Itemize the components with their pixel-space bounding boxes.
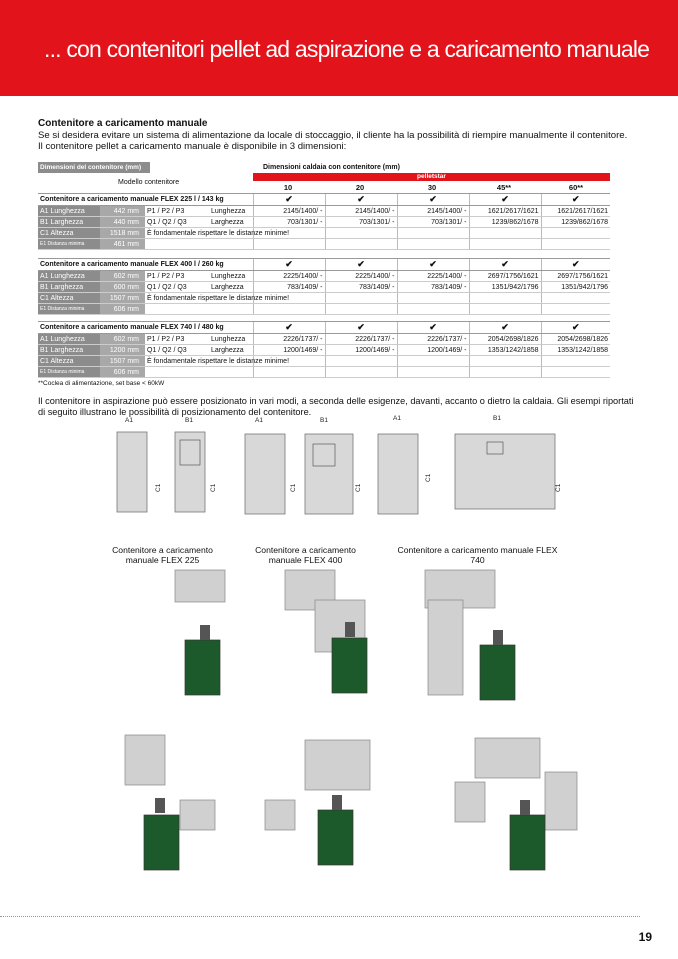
boiler-dim-cell xyxy=(397,228,469,239)
boiler-dims-label: Dimensioni caldaia con contenitore (mm) xyxy=(263,164,400,171)
divider xyxy=(0,916,640,917)
direction-label: Larghezza xyxy=(209,282,253,293)
dim-c1: C1 xyxy=(555,483,562,492)
boiler-dim-cell xyxy=(541,239,610,250)
boiler-dim-cell xyxy=(469,304,541,315)
dim-label: A1 Lunghezza xyxy=(38,334,100,345)
dim-value: 442 mm xyxy=(100,206,145,217)
dim-value: 440 mm xyxy=(100,217,145,228)
positioning-paragraph: Il contenitore in aspirazione può essere posizionato in vari modi, a seconda delle esigenze, davanti, accanto o dietro la caldaia. Gli esempi riportati di seguito illustrano le possibilità di posizionamento del contenitore. xyxy=(38,396,634,417)
dim-label: E1 Distanza minima xyxy=(38,304,100,315)
boiler-dim-cell: 1621/2617/1621 xyxy=(541,206,610,217)
boiler-dim-cell: 1200/1469/ - xyxy=(397,345,469,356)
boiler-dim-cell xyxy=(541,228,610,239)
boiler-dim-cell xyxy=(253,239,325,250)
dim-value: 602 mm xyxy=(100,271,145,282)
boiler-dim-cell: 783/1409/ - xyxy=(325,282,397,293)
dim-c1: C1 xyxy=(210,483,217,492)
boiler-dim-cell: 2145/1400/ - xyxy=(253,206,325,217)
boiler-dim-cell xyxy=(397,239,469,250)
page-number: 19 xyxy=(638,930,652,944)
boiler-dim-cell: 1621/2617/1621 xyxy=(469,206,541,217)
boiler-dim-cell: 703/1301/ - xyxy=(325,217,397,228)
boiler-dim-cell xyxy=(325,239,397,250)
boiler-dim-cell xyxy=(253,304,325,315)
dim-value: 461 mm xyxy=(100,239,145,250)
boiler-dim-cell: 2697/1756/1621 xyxy=(469,271,541,282)
direction-label: Larghezza xyxy=(209,345,253,356)
dim-c1: C1 xyxy=(425,473,432,482)
check-icon: ✔ xyxy=(541,194,610,206)
table-row xyxy=(38,356,610,367)
boiler-dim-cell: 1239/862/1678 xyxy=(541,217,610,228)
page-title: ... con contenitori pellet ad aspirazione e a caricamento manuale xyxy=(44,36,650,62)
caption-flex225: Contenitore a caricamento manuale FLEX 225 xyxy=(112,545,213,565)
boiler-dim-cell: 1239/862/1678 xyxy=(469,217,541,228)
dim-value: 600 mm xyxy=(100,282,145,293)
note: È fondamentale rispettare le distanze minime! xyxy=(147,229,290,237)
boiler-dim-cell: 783/1409/ - xyxy=(253,282,325,293)
check-icon: ✔ xyxy=(397,194,469,206)
table-row xyxy=(38,271,610,282)
boiler-dim-cell: 2225/1400/ - xyxy=(397,271,469,282)
intro-title: Contenitore a caricamento manuale xyxy=(38,118,208,129)
position-codes: Q1 / Q2 / Q3 xyxy=(145,282,209,293)
section-title: Contenitore a caricamento manuale FLEX 740 l / 480 kg xyxy=(38,322,253,334)
check-icon: ✔ xyxy=(253,259,325,271)
table-row xyxy=(38,293,610,304)
section-title: Contenitore a caricamento manuale FLEX 400 l / 260 kg xyxy=(38,259,253,271)
flex740-front-shape xyxy=(378,434,418,514)
container-drawings xyxy=(95,412,585,532)
dim-label: A1 Lunghezza xyxy=(38,271,100,282)
check-icon: ✔ xyxy=(325,259,397,271)
table-row xyxy=(38,282,610,293)
boiler-dim-cell: 2225/1400/ - xyxy=(253,271,325,282)
check-icon: ✔ xyxy=(541,322,610,334)
boiler-dim-cell: 1351/942/1796 xyxy=(469,282,541,293)
direction-label: Lunghezza xyxy=(209,334,253,345)
dim-label: A1 Lunghezza xyxy=(38,206,100,217)
dim-label: B1 Larghezza xyxy=(38,217,100,228)
section-title: Contenitore a caricamento manuale FLEX 225 l / 143 kg xyxy=(38,194,253,206)
size-label: 10 xyxy=(283,183,293,192)
direction-label: Larghezza xyxy=(209,217,253,228)
note: È fondamentale rispettare le distanze minime! xyxy=(147,357,290,365)
boiler-dim-cell xyxy=(325,293,397,304)
check-icon: ✔ xyxy=(253,194,325,206)
dim-a1: A1 xyxy=(393,415,401,422)
flex400-side-shape xyxy=(305,434,353,514)
placement-diagrams xyxy=(110,560,590,910)
dim-label: C1 Altezza xyxy=(38,293,100,304)
boiler-dim-cell: 783/1409/ - xyxy=(397,282,469,293)
note: È fondamentale rispettare le distanze minime! xyxy=(147,294,290,302)
boiler-dim-cell xyxy=(541,304,610,315)
boiler-dim-cell: 2226/1737/ - xyxy=(253,334,325,345)
boiler-dim-cell xyxy=(397,304,469,315)
flex400-front-shape xyxy=(245,434,285,514)
dim-value: 606 mm xyxy=(100,367,145,378)
dims-table xyxy=(38,258,610,315)
boiler-dim-cell: 2145/1400/ - xyxy=(325,206,397,217)
boiler-dim-cell xyxy=(469,239,541,250)
position-codes: P1 / P2 / P3 xyxy=(145,206,209,217)
check-icon: ✔ xyxy=(325,322,397,334)
dims-table xyxy=(38,193,610,250)
boiler-dim-cell xyxy=(469,367,541,378)
boiler-dim-cell: 703/1301/ - xyxy=(253,217,325,228)
table-row xyxy=(38,334,610,345)
dim-b1: B1 xyxy=(493,415,501,422)
check-icon: ✔ xyxy=(397,259,469,271)
dim-label: B1 Larghezza xyxy=(38,345,100,356)
boiler-dim-cell: 2697/1756/1621 xyxy=(541,271,610,282)
note xyxy=(145,239,253,250)
position-codes: Q1 / Q2 / Q3 xyxy=(145,345,209,356)
table-row xyxy=(38,367,610,378)
boiler-dim-cell: 1351/942/1796 xyxy=(541,282,610,293)
boiler-dim-cell: 703/1301/ - xyxy=(397,217,469,228)
brand-label: pelletstar xyxy=(253,173,610,181)
check-icon: ✔ xyxy=(253,322,325,334)
check-icon: ✔ xyxy=(469,194,541,206)
dim-b1: B1 xyxy=(185,417,193,424)
dim-label: B1 Larghezza xyxy=(38,282,100,293)
dim-value: 1507 mm xyxy=(100,293,145,304)
boiler-dim-cell xyxy=(325,228,397,239)
boiler-dim-cell xyxy=(325,304,397,315)
boiler-dim-cell: 1353/1242/1858 xyxy=(469,345,541,356)
dim-label: E1 Distanza minima xyxy=(38,239,100,250)
dims-label: Dimensioni del contenitore (mm) xyxy=(38,162,150,173)
flex225-front-shape xyxy=(117,432,147,512)
dims-table xyxy=(38,321,610,378)
boiler-dim-cell: 1200/1469/ - xyxy=(253,345,325,356)
dim-value: 1518 mm xyxy=(100,228,145,239)
table-row xyxy=(38,206,610,217)
boiler-dim-cell: 2054/2698/1826 xyxy=(541,334,610,345)
table-row xyxy=(38,217,610,228)
intro-line-1: Se si desidera evitare un sistema di alimentazione da locale di stoccaggio, il cliente ha la possibilità di riempire manualmente il contenitore. xyxy=(38,129,628,141)
size-label: 30 xyxy=(427,183,437,192)
check-icon: ✔ xyxy=(541,259,610,271)
note xyxy=(145,367,253,378)
table-row xyxy=(38,228,610,239)
check-icon: ✔ xyxy=(397,322,469,334)
check-icon: ✔ xyxy=(325,194,397,206)
boiler-dim-cell xyxy=(541,367,610,378)
boiler-dim-cell: 2054/2698/1826 xyxy=(469,334,541,345)
boiler-dim-cell xyxy=(325,367,397,378)
boiler-dim-cell xyxy=(325,356,397,367)
position-codes: Q1 / Q2 / Q3 xyxy=(145,217,209,228)
note xyxy=(145,304,253,315)
dim-label: C1 Altezza xyxy=(38,228,100,239)
dim-value: 602 mm xyxy=(100,334,145,345)
flex225-side-shape xyxy=(175,432,205,512)
dim-b1: B1 xyxy=(320,417,328,424)
dim-c1: C1 xyxy=(155,483,162,492)
model-label: Modello contenitore xyxy=(118,179,180,186)
boiler-dim-cell xyxy=(253,367,325,378)
dim-c1: C1 xyxy=(290,483,297,492)
boiler-dim-cell xyxy=(469,293,541,304)
footnote: **Coclea di alimentazione, set base < 60kW xyxy=(38,380,165,387)
page-header xyxy=(0,0,678,96)
table-row xyxy=(38,239,610,250)
size-label: 60** xyxy=(568,183,584,192)
boiler-dim-cell xyxy=(397,356,469,367)
boiler-dim-cell xyxy=(541,293,610,304)
check-icon: ✔ xyxy=(469,322,541,334)
boiler-dim-cell xyxy=(469,356,541,367)
position-codes: P1 / P2 / P3 xyxy=(145,271,209,282)
boiler-dim-cell: 2226/1737/ - xyxy=(325,334,397,345)
size-label: 45** xyxy=(496,183,512,192)
position-codes: P1 / P2 / P3 xyxy=(145,334,209,345)
dim-label: C1 Altezza xyxy=(38,356,100,367)
boiler-dim-cell xyxy=(397,293,469,304)
dim-a1: A1 xyxy=(125,417,133,424)
dim-c1: C1 xyxy=(355,483,362,492)
boiler-dim-cell: 1200/1469/ - xyxy=(325,345,397,356)
boiler-dim-cell xyxy=(469,228,541,239)
table-row xyxy=(38,304,610,315)
dim-value: 1200 mm xyxy=(100,345,145,356)
boiler-dim-cell: 2145/1400/ - xyxy=(397,206,469,217)
boiler-dim-cell: 2226/1737/ - xyxy=(397,334,469,345)
dim-value: 1507 mm xyxy=(100,356,145,367)
caption-flex740: Contenitore a caricamento manuale FLEX 740 xyxy=(397,545,558,565)
boiler-dim-cell xyxy=(397,367,469,378)
dim-label: E1 Distanza minima xyxy=(38,367,100,378)
caption-flex400: Contenitore a caricamento manuale FLEX 400 xyxy=(255,545,356,565)
check-icon: ✔ xyxy=(469,259,541,271)
direction-label: Lunghezza xyxy=(209,206,253,217)
direction-label: Lunghezza xyxy=(209,271,253,282)
intro-line-2: Il contenitore pellet a caricamento manuale è disponibile in 3 dimensioni: xyxy=(38,141,347,152)
boiler-dim-cell: 2225/1400/ - xyxy=(325,271,397,282)
dim-value: 606 mm xyxy=(100,304,145,315)
intro-text xyxy=(38,118,638,153)
dim-a1: A1 xyxy=(255,417,263,424)
table-row xyxy=(38,345,610,356)
size-label: 20 xyxy=(355,183,365,192)
flex740-side-shape xyxy=(455,434,555,509)
boiler-dim-cell xyxy=(541,356,610,367)
boiler-dim-cell: 1353/1242/1858 xyxy=(541,345,610,356)
